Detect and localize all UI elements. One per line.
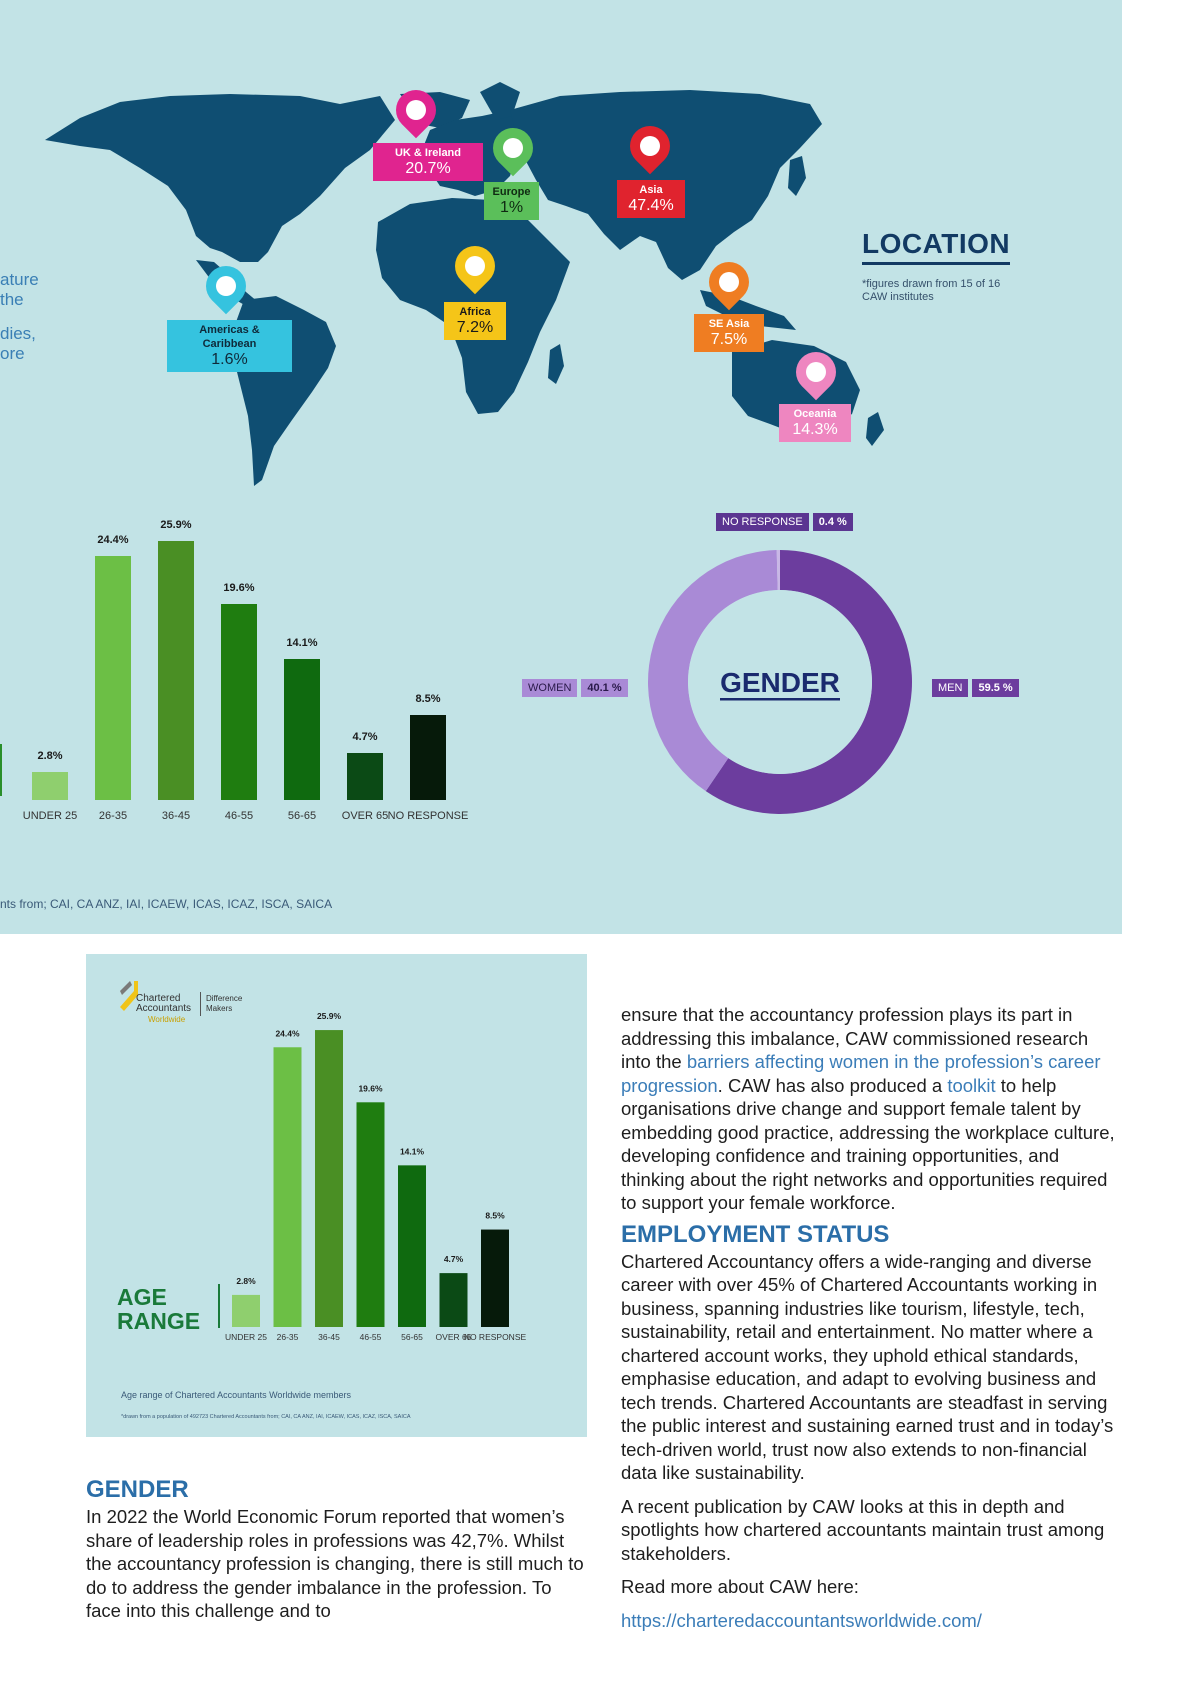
toolkit-link[interactable]: toolkit <box>947 1074 996 1096</box>
heading-line: AGE <box>117 1284 167 1310</box>
source-note: nts from; CAI, CA ANZ, IAI, ICAEW, ICAS, ICAZ, ISCA, SAICA <box>0 897 333 911</box>
right-column <box>621 1003 1121 1639</box>
bar-category-label: 36-45 <box>161 810 191 822</box>
bar-category-label: 26-35 <box>276 1332 299 1342</box>
publication-paragraph: A recent publication by CAW looks at this in depth and spotlights how chartered accountants maintain trust among stakeholders. <box>621 1495 1105 1564</box>
region-value: 20.7% <box>405 160 451 177</box>
bar <box>32 772 68 800</box>
bar-value-label: 2.8% <box>37 750 63 762</box>
bar <box>221 604 257 800</box>
region-value: 14.3% <box>792 421 838 438</box>
logo-line: Chartered <box>136 993 181 1004</box>
region-name: Oceania <box>793 408 837 420</box>
bar <box>284 659 320 800</box>
bar-category-label: OVER 65 <box>341 810 389 822</box>
region-label-se-asia <box>694 314 764 352</box>
region-value: 47.4% <box>628 197 674 214</box>
bar-value-label: 25.9% <box>316 1011 342 1022</box>
bar-value-label: 4.7% <box>352 731 378 743</box>
gender-continued-paragraph <box>621 1003 1121 1215</box>
bar-value-label: 19.6% <box>223 582 255 594</box>
bar <box>232 1295 260 1327</box>
gender-tag-label: WOMEN <box>522 679 577 697</box>
bar-value-label: 2.8% <box>236 1275 256 1286</box>
bar <box>95 556 131 800</box>
region-name: Europe <box>492 186 531 198</box>
bar <box>315 1030 343 1327</box>
paragraph-text: to help organisations drive change and support female talent by embedding good practice, addressing the workplace culture, developing confidence and training opportunities, and thinking about the right networks and opportunities required to support your female workforce. <box>621 1074 1115 1213</box>
gender-chart-title: GENDER <box>720 667 840 698</box>
tagline-line: Makers <box>206 1004 233 1013</box>
cut-text-line: dies, <box>0 324 36 343</box>
bar-category-label: 46-55 <box>359 1332 382 1342</box>
location-note: *figures drawn from 15 of 16 CAW institutes <box>862 278 1001 303</box>
region-label-europe <box>484 182 539 220</box>
bar <box>410 715 446 800</box>
gender-body: In 2022 the World Economic Forum reported that women’s share of leadership roles in professions was 42,7%. Whilst the accountancy profession is changing, there is still much to do to address the gender imbalance in the profession. To face into this challenge and to <box>86 1506 584 1621</box>
bar-value-label: 8.5% <box>485 1210 505 1221</box>
bar-value-label: 25.9% <box>160 519 192 531</box>
paragraph-text: . CAW has also produced a <box>717 1074 948 1096</box>
employment-status-heading: EMPLOYMENT STATUS <box>621 1220 890 1248</box>
logo-sub: Worldwide <box>148 1015 186 1024</box>
cut-text-line: ature <box>0 270 39 289</box>
bar <box>398 1165 426 1327</box>
gender-tag-label: NO RESPONSE <box>716 513 809 531</box>
bar-category-label: OVER 65 <box>435 1332 472 1342</box>
gender-tag-women <box>522 679 628 697</box>
paragraph-text: ensure that the accountancy profession plays its part in addressing this imbalance, CAW commissioned research into the <box>621 1004 1089 1072</box>
age-bar-chart-top <box>0 500 480 840</box>
bar-category-label: 46-55 <box>224 810 254 822</box>
region-name: SE Asia <box>708 318 750 330</box>
gender-tag-label: MEN <box>932 679 968 697</box>
gender-tag-no-response <box>716 513 853 531</box>
bar-value-label: 24.4% <box>275 1028 300 1039</box>
bar <box>274 1047 302 1327</box>
bar <box>481 1230 509 1327</box>
image-caption: Age range of Chartered Accountants Worldwide members <box>121 1390 351 1400</box>
bar-category-label: 56-65 <box>401 1332 423 1342</box>
gender-tag-men <box>932 679 1019 697</box>
cropped-bar <box>0 744 2 796</box>
barriers-research-link[interactable]: barriers affecting women in the profession’s career progression <box>621 1051 1101 1096</box>
bar-value-label: 4.7% <box>443 1254 464 1265</box>
cut-left-text <box>0 270 39 364</box>
employment-paragraph: Chartered Accountancy offers a wide-ranging and diverse career with over 45% of Chartered Accountants working in business, spanning industries like tourism, lifestyle, tech, sustainability, retail and entertainment. No matter where a chartered account works, they uphold ethical standards, emphasise education, and adapt to evolving business and tech trends. Chartered Accountants are steadfast in serving the public interest and sustaining earned trust and in today’s tech-driven world, trust now also extends to non-financial data like sustainability. <box>621 1250 1114 1483</box>
region-label-africa <box>444 302 506 340</box>
bar <box>347 753 383 800</box>
bar-category-label: 56-65 <box>287 810 317 822</box>
caw-website-link[interactable] <box>621 1609 1121 1633</box>
bar <box>357 1102 385 1327</box>
bar-value-label: 8.5% <box>415 693 441 705</box>
cut-text-line: the <box>0 290 24 309</box>
age-bar-chart-image <box>86 954 587 1437</box>
gender-tag-value: 0.4 % <box>813 513 853 531</box>
logo-line: Accountants <box>136 1003 192 1014</box>
gender-heading: GENDER <box>86 1476 189 1503</box>
bar-category-label: UNDER 25 <box>22 810 78 822</box>
bar-value-label: 14.1% <box>399 1146 425 1157</box>
region-value: 7.2% <box>456 319 494 336</box>
gender-donut-chart <box>515 505 1045 835</box>
region-name: Americas & Caribbean <box>199 324 260 350</box>
age-range-infographic <box>86 954 587 1437</box>
title-underline <box>720 698 840 701</box>
region-value: 1% <box>499 199 524 216</box>
bar-value-label: 24.4% <box>97 534 129 546</box>
region-name: UK & Ireland <box>394 147 461 159</box>
bar <box>158 541 194 800</box>
region-name: Africa <box>459 306 491 318</box>
location-title: LOCATION <box>862 228 1010 265</box>
bar-category-label: 36-45 <box>318 1332 340 1342</box>
region-value: 1.6% <box>211 351 248 368</box>
region-value: 7.5% <box>710 331 748 348</box>
gender-section <box>86 1477 586 1630</box>
bar-category-label: UNDER 25 <box>224 1332 268 1342</box>
bar-value-label: 19.6% <box>358 1083 383 1094</box>
region-label-americas <box>167 320 292 372</box>
bar-value-label: 14.1% <box>286 637 318 649</box>
bar <box>440 1273 468 1327</box>
region-label-asia <box>617 180 685 218</box>
bar-category-label: NO RESPONSE <box>463 1332 527 1342</box>
caw-url[interactable]: https://charteredaccountantsworldwide.com/ <box>621 1609 982 1631</box>
read-more-text: Read more about CAW here: <box>621 1576 859 1597</box>
region-name: Asia <box>639 184 663 196</box>
gender-tag-value: 59.5 % <box>972 679 1018 697</box>
region-label-oceania <box>779 404 851 442</box>
gender-tag-value: 40.1 % <box>581 679 627 697</box>
cut-text-line: ore <box>0 344 25 363</box>
bar-category-label: 26-35 <box>98 810 128 822</box>
region-label-uk-ireland <box>373 143 483 181</box>
heading-line: RANGE <box>117 1308 201 1334</box>
bar-category-label: NO RESPONSE <box>387 810 469 822</box>
image-footnote: *drawn from a population of 492723 Chartered Accountants from; CAI, CA ANZ, IAI, ICAEW, ICAS, ICAZ, ISCA, SAICA <box>121 1414 411 1420</box>
tagline-line: Difference <box>206 994 243 1003</box>
